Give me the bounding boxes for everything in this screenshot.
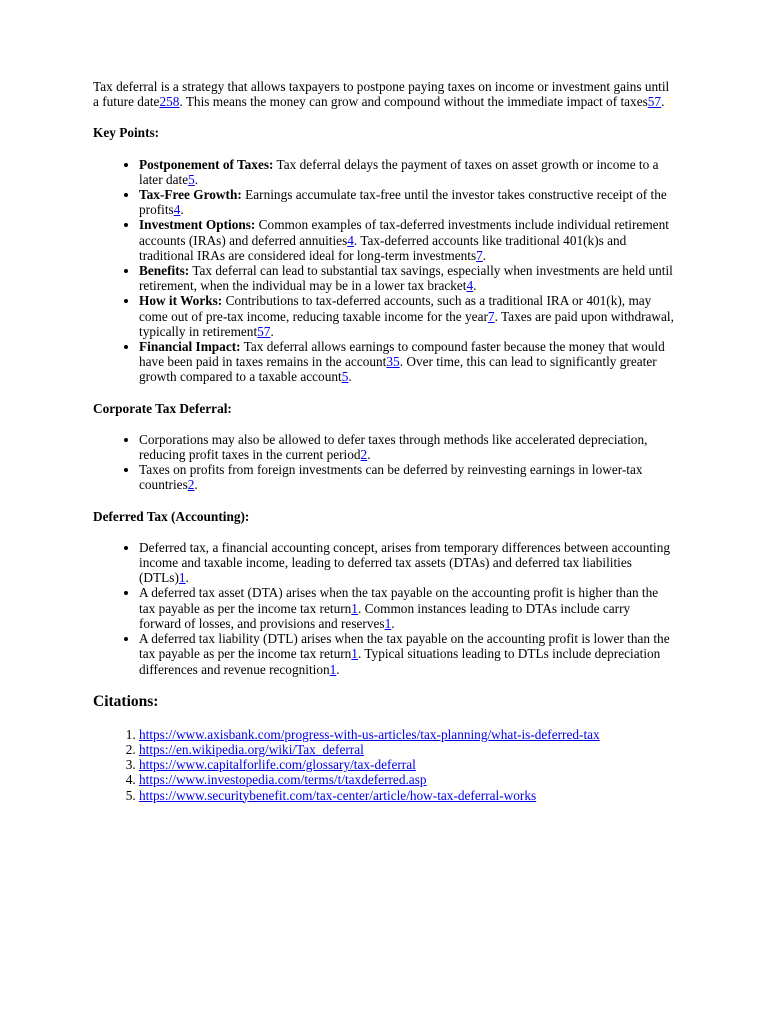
- item-text: Tax deferral delays the payment of taxes on asset growth or income to a later date: [139, 156, 659, 187]
- citation-url-link[interactable]: https://www.axisbank.com/progress-with-us-articles/tax-planning/what-is-deferred-tax: [139, 726, 600, 742]
- citation-link[interactable]: 5: [188, 171, 195, 187]
- item-text: .: [336, 661, 340, 677]
- list-item: [139, 432, 675, 462]
- citation-link[interactable]: 1: [351, 646, 358, 662]
- list-item: [139, 187, 675, 217]
- intro-text-2: . This means the money can grow and compound without the immediate impact of taxes: [179, 94, 648, 110]
- key-points-heading: Key Points:: [93, 125, 160, 141]
- item-text: Contributions to tax-deferred accounts, such as a traditional IRA or 401(k), may come out of pre-tax income, reducing taxable income for the year: [139, 293, 652, 324]
- list-item: [139, 217, 675, 263]
- item-text: .: [180, 202, 184, 218]
- item-text: .: [185, 570, 189, 586]
- citations-heading: Citations:: [93, 692, 159, 710]
- item-text: .: [270, 323, 274, 339]
- citation-link[interactable]: 5: [341, 369, 349, 385]
- item-text: Tax deferral can lead to substantial tax savings, especially when investments are held until retirement, when the individual may be in a lower tax bracket: [139, 263, 673, 294]
- item-label: Tax-Free Growth:: [139, 187, 242, 203]
- citation-item: [139, 727, 675, 742]
- list-item: [139, 157, 675, 187]
- citation-url-link[interactable]: https://en.wikipedia.org/wiki/Tax_deferral: [139, 741, 364, 757]
- citation-link[interactable]: 4: [173, 202, 181, 218]
- document-page: [93, 79, 675, 803]
- item-label: Postponement of Taxes:: [139, 156, 274, 172]
- item-text: Deferred tax, a financial accounting concept, arises from temporary differences between accounting income and taxable income, leading to deferred tax assets (DTAs) and deferred tax liabilities (DTLs): [139, 539, 671, 586]
- item-label: Benefits:: [139, 263, 190, 279]
- list-item: [139, 462, 675, 492]
- citation-link[interactable]: 2: [187, 477, 195, 493]
- deferred-tax-list: [93, 540, 675, 677]
- citation-link[interactable]: 1: [351, 600, 358, 616]
- item-text: Taxes on profits from foreign investments can be deferred by reinvesting earnings in lower-tax countries: [139, 462, 643, 493]
- list-item: [139, 293, 675, 339]
- intro-text-3: .: [661, 94, 665, 110]
- item-text: .: [348, 369, 352, 385]
- list-item: [139, 585, 675, 631]
- item-text: A deferred tax liability (DTL) arises when the tax payable on the accounting profit is lower than the tax payable as per the income tax return: [139, 631, 670, 662]
- citation-url-link[interactable]: https://www.investopedia.com/terms/t/taxdeferred.asp: [139, 772, 427, 788]
- citation-url-link[interactable]: https://www.securitybenefit.com/tax-center/article/how-tax-deferral-works: [139, 787, 537, 803]
- item-text: . Typical situations leading to DTLs include depreciation differences and revenue recognition: [139, 646, 661, 677]
- citation-item: [139, 742, 675, 757]
- item-text: . Common instances leading to DTAs include carry forward of losses, and provisions and reserves: [139, 600, 631, 631]
- list-item: [139, 263, 675, 293]
- citation-item: [139, 772, 675, 787]
- citation-link[interactable]: 258: [159, 94, 180, 110]
- citation-link[interactable]: 1: [329, 661, 337, 677]
- citation-item: [139, 788, 675, 803]
- item-text: A deferred tax asset (DTA) arises when the tax payable on the accounting profit is higher than the tax payable as per the income tax return: [139, 585, 659, 616]
- citation-link[interactable]: 57: [257, 323, 271, 339]
- item-text: .: [194, 171, 199, 187]
- list-item: [139, 631, 675, 677]
- item-text: Common examples of tax-deferred investments include individual retirement accounts (IRAs) and deferred annuities: [139, 217, 669, 248]
- list-item: [139, 339, 675, 385]
- citation-link[interactable]: 35: [386, 354, 400, 370]
- item-text: Corporations may also be allowed to defer taxes through methods like accelerated depreciation, reducing profit taxes in the current period: [139, 431, 648, 463]
- corporate-list: [93, 432, 675, 493]
- deferred-tax-heading: Deferred Tax (Accounting):: [93, 508, 250, 524]
- corporate-heading: Corporate Tax Deferral:: [93, 400, 232, 416]
- citation-link[interactable]: 7: [476, 247, 483, 263]
- intro-paragraph: [93, 79, 675, 109]
- citation-link[interactable]: 1: [178, 570, 186, 586]
- item-label: Financial Impact:: [139, 339, 241, 355]
- list-item: [139, 540, 675, 586]
- key-points-list: [93, 157, 675, 385]
- item-text: .: [194, 477, 198, 493]
- citation-link[interactable]: 1: [384, 615, 392, 631]
- citation-link[interactable]: 7: [487, 308, 495, 324]
- item-text: .: [473, 278, 477, 294]
- citation-link[interactable]: 4: [347, 232, 354, 248]
- intro-text-1: Tax deferral is a strategy that allows taxpayers to postpone paying taxes on income or investment gains until a future date: [93, 79, 670, 110]
- item-label: Investment Options:: [139, 217, 256, 233]
- item-text: Tax deferral allows earnings to compound faster because the money that would have been paid in taxes remains in the account: [139, 339, 665, 370]
- citations-list: [93, 727, 675, 803]
- item-text: .: [367, 447, 371, 463]
- item-text: . Taxes are paid upon withdrawal, typically in retirement: [139, 308, 674, 339]
- item-label: How it Works:: [139, 293, 223, 309]
- item-text: .: [391, 615, 395, 631]
- item-text: . Over time, this can lead to significantly greater growth compared to a taxable account: [139, 354, 657, 385]
- citation-link[interactable]: 4: [466, 278, 474, 294]
- citation-item: [139, 757, 675, 772]
- citation-link[interactable]: 57: [647, 94, 662, 110]
- citation-url-link[interactable]: https://www.capitalforlife.com/glossary/tax-deferral: [139, 757, 416, 773]
- item-text: . Tax-deferred accounts like traditional 401(k)s and traditional IRAs are considered ideal for long-term investments: [139, 232, 627, 263]
- citation-link[interactable]: 2: [360, 447, 368, 463]
- item-text: .: [482, 247, 487, 263]
- item-text: Earnings accumulate tax-free until the investor takes constructive receipt of the profits: [139, 187, 667, 218]
